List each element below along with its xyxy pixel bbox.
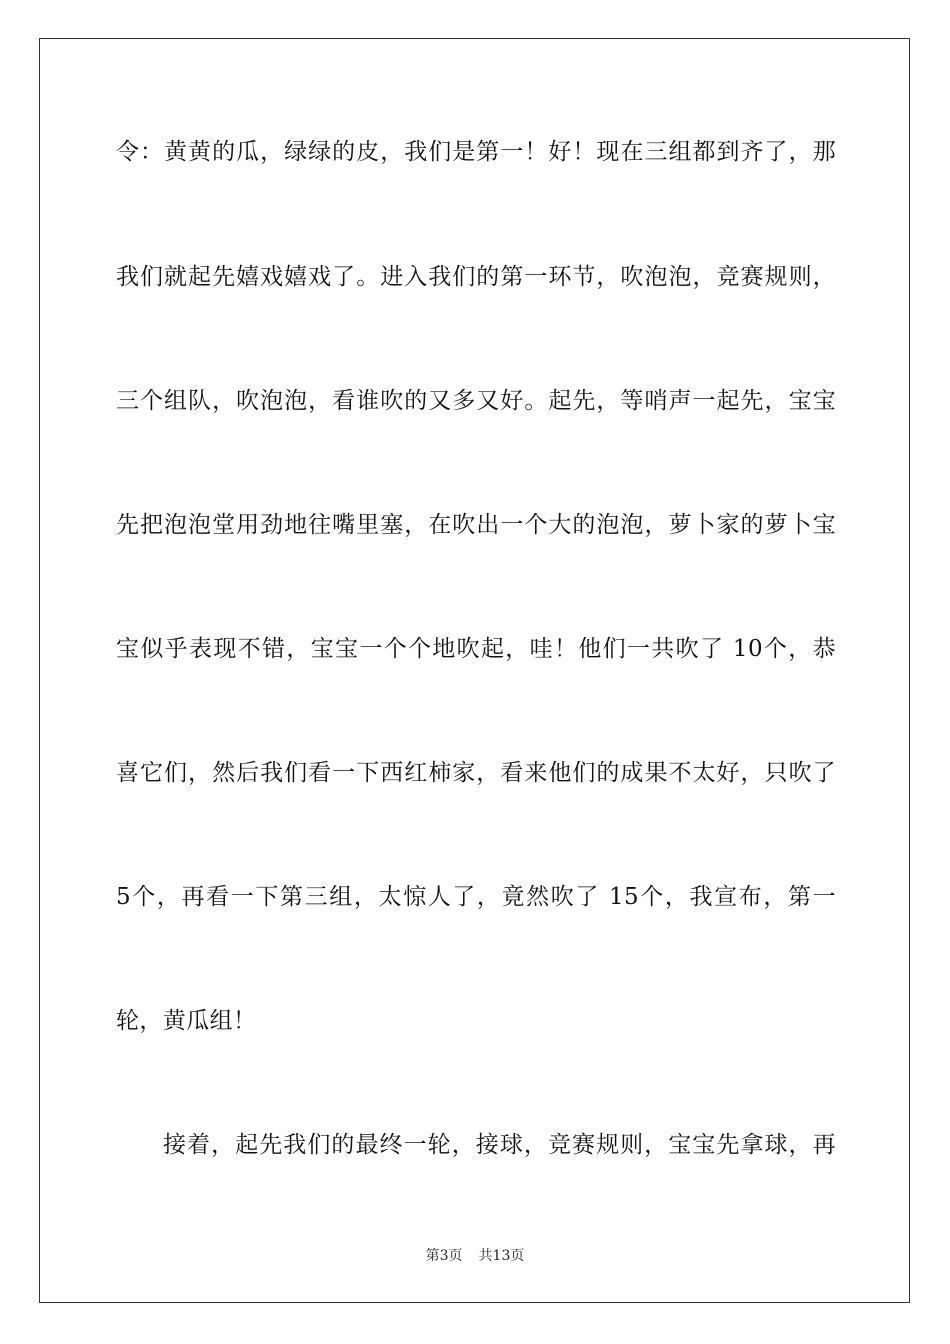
- page-number: 第3页: [425, 1248, 463, 1264]
- page-total: 共13页: [478, 1248, 525, 1264]
- paragraph-line: 宝似乎表现不错，宝宝一个个地吹起，哇！他们一共吹了 10个，恭: [116, 636, 836, 662]
- paragraph-line: 我们就起先嬉戏嬉戏了。进入我们的第一环节，吹泡泡，竞赛规则，: [116, 264, 836, 290]
- page-border: [39, 38, 910, 1303]
- paragraph-line: 接着，起先我们的最终一轮，接球，竞赛规则，宝宝先拿球，再: [163, 1132, 836, 1158]
- paragraph-line: 先把泡泡堂用劲地往嘴里塞，在吹出一个大的泡泡，萝卜家的萝卜宝: [116, 512, 836, 538]
- paragraph-line: 5个，再看一下第三组，太惊人了，竟然吹了 15个，我宣布，第一: [116, 884, 836, 910]
- paragraph-line: 令：黄黄的瓜，绿绿的皮，我们是第一！好！现在三组都到齐了，那: [116, 139, 836, 165]
- paragraph-line: 轮，黄瓜组！: [116, 1008, 257, 1034]
- page-footer: [0, 1247, 950, 1265]
- paragraph-line: 三个组队，吹泡泡，看谁吹的又多又好。起先，等哨声一起先，宝宝: [116, 388, 836, 414]
- paragraph-line: 喜它们，然后我们看一下西红柿家，看来他们的成果不太好，只吹了: [116, 760, 836, 786]
